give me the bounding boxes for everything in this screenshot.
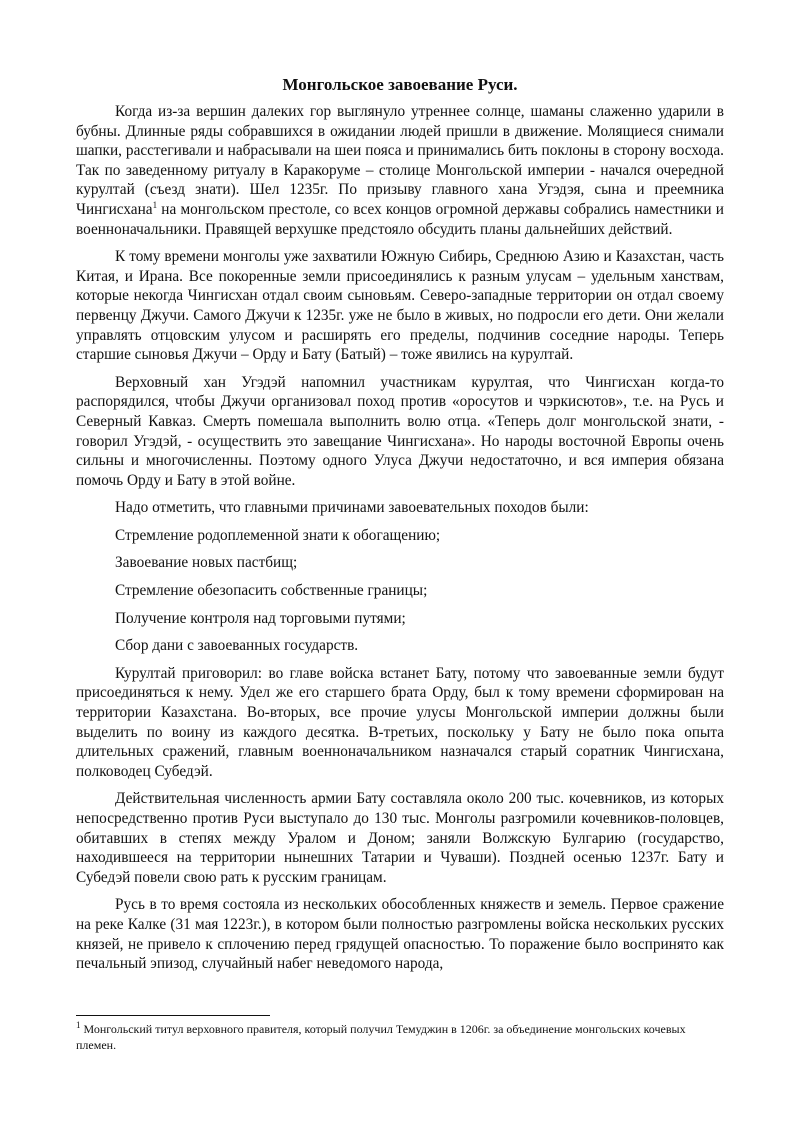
reason-item: Сбор дани с завоеванных государств. xyxy=(115,637,359,655)
paragraph-2: К тому времени монголы уже захватили Южную Сибирь, Среднюю Азию и Казахстан, часть Китая, и Ирана. Все покоренные земли присоединялись к разным улусам – удельным ханствам, которые некогда Чингисхан отдал своим сыновьям. Северо-западные территории он отдал своему первенцу Джучи. Самого Джучи к 1235г. уже не было в живых, но подросли его дети. Они желали управлять отцовским улусом и расширять его пределы, подчинив соседние народы. Теперь старшие сыновья Джучи – Орду и Бату (Батый) – тоже явились на курултай. xyxy=(76,248,724,364)
reason-item: Завоевание новых пастбищ; xyxy=(115,554,298,572)
reason-item: Стремление родоплеменной знати к обогащению; xyxy=(115,526,441,544)
document-page xyxy=(76,74,724,982)
footnote-marker: 1 xyxy=(76,1020,81,1030)
paragraph-5: Курултай приговорил: во главе войска встанет Бату, потому что завоеванные земли будут присоединяться к нему. Удел же его старшего брата Орду, был к тому времени сформирован на территории Казахстана. Во-вторых, все прочие улусы Монгольской империи должны были выделить по воину из каждого десятка. В-третьих, поскольку у Бату не было пока опыта длительных сражений, главным военноначальником назначался старый соратник Чингисхана, полководец Субедэй. xyxy=(76,664,724,780)
reason-item: Получение контроля над торговыми путями; xyxy=(115,609,406,627)
footnote-divider xyxy=(76,1015,270,1016)
document-title: Монгольское завоевание Руси. xyxy=(282,75,518,94)
paragraph-7: Русь в то время состояла из нескольких обособленных княжеств и земель. Первое сражение на реке Калке (31 мая 1223г.), в котором были полностью разгромлены войска нескольких русских князей, не привело к сплочению перед грядущей опасностью. То поражение было воспринято как печальный эпизод, случайный набег неведомого народа, xyxy=(76,896,724,973)
reason-item: Стремление обезопасить собственные границы; xyxy=(115,582,428,600)
footnote xyxy=(76,1021,724,1053)
paragraph-3: Верховный хан Угэдэй напомнил участникам курултая, что Чингисхан когда-то распорядился, чтобы Джучи организовал поход против «оросутов и чэркисютов», т.е. на Русь и Северный Кавказ. Смерть помешала выполнить волю отца. «Теперь долг монгольской знати, - говорил Угэдэй, - осуществить это завещание Чингисхана». Но народы восточной Европы очень сильны и многочисленны. Поэтому одного Улуса Джучи недостаточно, и вся империя обязана помочь Орду и Бату в этой войне. xyxy=(76,373,724,489)
paragraph-6: Действительная численность армии Бату составляла около 200 тыс. кочевников, из которых непосредственно против Руси выступало до 130 тыс. Монголы разгромили кочевников-половцев, обитавших в степях между Уралом и Доном; заняли Волжскую Булгарию (государство, находившееся на территории нынешних Татарии и Чуваши). Поздней осенью 1237г. Бату и Субедэй повели свою рать к русским границам. xyxy=(76,790,724,886)
paragraph-1-text-a: Когда из-за вершин далеких гор выглянуло утреннее солнце, шаманы слаженно ударили в бубны. Длинные ряды собравшихся в ожидании людей пришли в движение. Молящиеся снимали шапки, расстегивали и набрасывали на шеи пояса и принимались бить поклоны в сторону восхода. Так по заведенному ритуалу в Каракоруме – столице Монгольской империи - начался очередной курултай (съезд знати). Шел 1235г. По призыву главного хана Угэдэя, сына и преемника Чингисхана xyxy=(76,103,724,218)
paragraph-4: Надо отметить, что главными причинами завоевательных походов были: xyxy=(115,499,589,517)
footnote-reference[interactable]: 1 xyxy=(152,199,158,210)
footnote-text: Монгольский титул верховного правителя, который получил Темуджин в 1206г. за объединение монгольских кочевых племен. xyxy=(76,1022,686,1052)
paragraph-1 xyxy=(76,102,724,239)
paragraph-1-text-b: на монгольском престоле, со всех концов огромной державы собрались наместники и военноначальники. Правящей верхушке предстояло обсудить планы дальнейших действий. xyxy=(76,200,724,238)
